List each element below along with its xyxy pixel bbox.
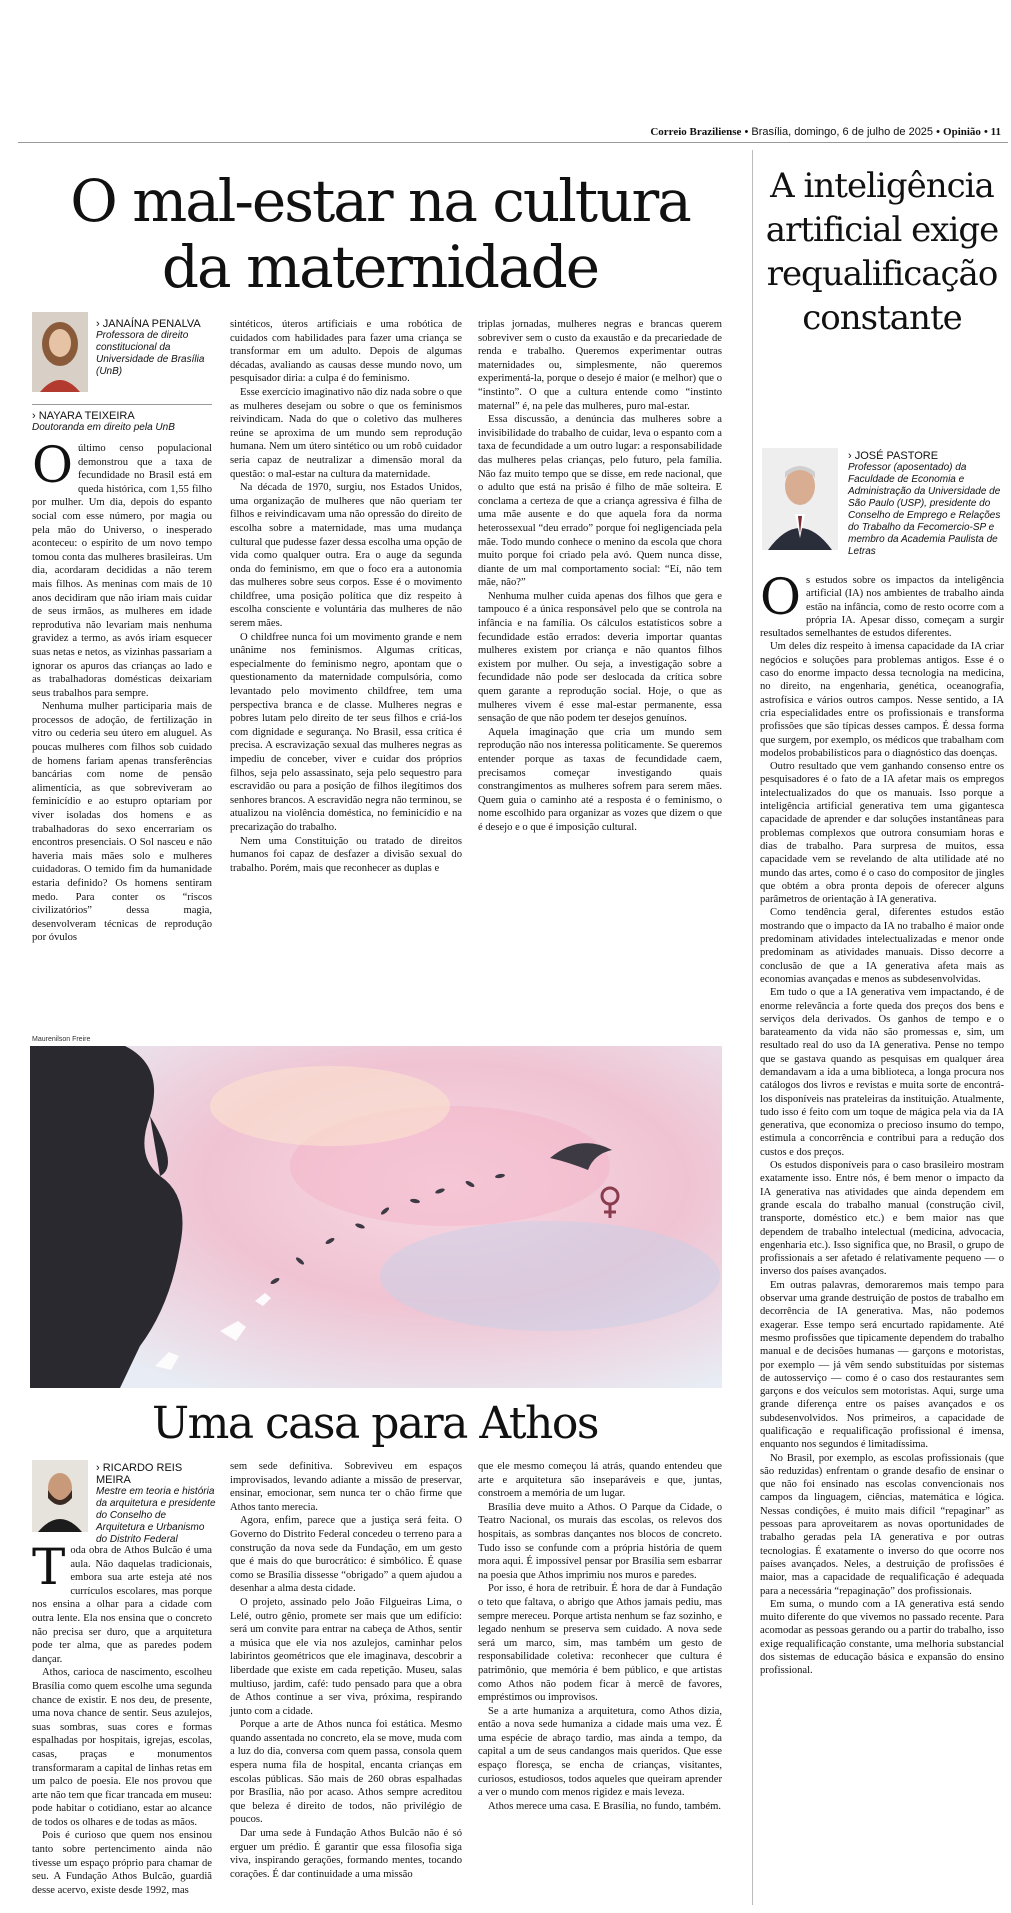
paragraph: O projeto, assinado pelo João Filgueiras Lima, o Lelé, outro gênio, promete ser mais que um edifício: será um convite para entrar na cabeça de Athos, sentir a música que ele via nos azulejos, caminhar pelos labirintos geométricos que ele imaginava, descobrir a liberdade que existe em cada repetição. Museu, salas multiuso, jardim, café: tudo pensado para que a obra de Athos continue a ser viva, próxima, respirando junto com a cidade. bbox=[230, 1596, 462, 1717]
drop-cap: T bbox=[32, 1538, 66, 1596]
author-photo-janaina bbox=[32, 312, 88, 392]
paragraph: Pois é curioso que quem nos ensinou tanto sobre pertencimento ainda não tivesse um espaço próprio para chamar de seu. A Fundação Athos Bulcão, guardiã desse acervo, existe desde 1992, mas bbox=[32, 1830, 212, 1896]
paragraph: Essa discussão, a denúncia das mulheres sobre a invisibilidade do trabalho de cuidar, leva o espanto com a taxa de fecundidade a um outro lugar: a responsabilidade das mulheres pelas crianças, pelo futuro, pela família. Não faz muito tempo que se disse, em rede nacional, que o adulto que está na prisão é filho de mãe solteira. E conclama a certeza de que a criança agressiva é filha de uma mãe ausente e do que aquela fora da norma heterossexual “deu errado” porque foi negligenciada pela mãe. Todo mundo conhece o menino da escola que chora muito porque foi criado pela avó. Quem nunca disse, diante de um mal comportamento social: “Eí, não tem mãe, não?” bbox=[478, 414, 722, 589]
article-column-3 bbox=[478, 318, 722, 835]
author-desc: Professor (aposentado) da Faculdade de Economia e Administração da Universidade de São Paulo (USP), presidente do Conselho de Emprego e Relações do Trabalho da Fecomercio-SP e membro da Academia Paulista de Letras bbox=[848, 462, 1001, 557]
article-column-2 bbox=[230, 318, 462, 875]
author-desc: Professora de direito constitucional da Universidade de Brasília (UnB) bbox=[96, 330, 205, 377]
column-divider bbox=[752, 150, 753, 1905]
paragraph: sintéticos, úteros artificiais e uma robótica de cuidados com habilidades para fazer uma criança se transformar em um adulto. Depois de algumas décadas, avaliando as causas desse mundo novo, um pesquisador diria: a culpa é do feminismo. bbox=[230, 319, 462, 385]
author-photo-pastore bbox=[762, 448, 838, 550]
author-desc: Doutoranda em direito pela UnB bbox=[32, 422, 175, 433]
byline-janaina bbox=[96, 318, 216, 378]
byline-ricardo bbox=[96, 1462, 216, 1546]
byline-pastore bbox=[848, 450, 1008, 558]
paragraph: Agora, enfim, parece que a justiça será feita. O Governo do Distrito Federal concedeu o terreno para a construção da nova sede da Fundação, em um gesto que é mais do que burocrático: é simbólico. É quase como se Brasília dissesse “obrigado” a quem ajudou a desenhar a alma desta cidade. bbox=[230, 1515, 462, 1595]
section-name: Opinião bbox=[943, 126, 981, 138]
paragraph: s estudos sobre os impactos da inteligência artificial (IA) nos ambientes de trabalho ainda estão na infância, como de resto ocorre com a própria IA. Apesar disso, começam a surgir resultados semelhantes de estudos diferentes. bbox=[760, 575, 1004, 640]
byline-nayara bbox=[32, 410, 212, 434]
drop-cap: O bbox=[760, 568, 801, 626]
paragraph: Esse exercício imaginativo não diz nada sobre o que as mulheres desejam ou sobre o que os feminismos reivindicam. Nada do que o coletivo das mulheres reúne se aproxima de um mundo sem reprodução humana. Nem um útero sintético ou um robô cuidador seria capaz de neutralizar a dimensão moral da questão: o mal-estar na cultura da maternidade. bbox=[230, 386, 462, 480]
paragraph: Por isso, é hora de retribuir. É hora de dar à Fundação o teto que faltava, o abrigo que Athos jamais pediu, mas sempre mereceu. Porque artista nenhum se faz sozinho, e legado nenhum se preserva sem cuidado. A nova sede será um marco, sim, mas também um gesto de responsabilidade coletiva: reconhecer que cultura é patrimônio, que memória é bem público, e que artistas como Athos não podem ficar à mercê de favores, empréstimos ou improvisos. bbox=[478, 1583, 722, 1704]
paragraph: Dar uma sede à Fundação Athos Bulcão não é só erguer um prédio. É garantir que essa filosofia siga viva, inspirando gerações, formando mentes, tocando corações. É dar continuidade a uma missão bbox=[230, 1828, 462, 1880]
article-title: O mal-estar na cultura da maternidade bbox=[70, 167, 690, 301]
paragraph: No Brasil, por exemplo, as escolas profissionais (que são reduzidas) enfrentam o grande desafio de ensinar o que não foi ensinado nas escolas convencionais nos campos da linguagem, ciências, matemática e lógica. Nessas condições, é muito mais difícil “repaginar” as pessoas para aproveitarem as novas oportunidades de trabalho geradas pela IA generativa e por outras tecnologias. É exatamente o inverso do que ocorre nos países avançados. Neles, a destruição de profissões é maior, mas a capacidade de requalificação é adequada para a necessária “repaginação” dos profissionais. bbox=[760, 1452, 1004, 1597]
paper-name: Correio Braziliense bbox=[650, 126, 742, 138]
drop-cap: O bbox=[32, 436, 73, 494]
paragraph: Em tudo o que a IA generativa vem impactando, é de enorme relevância a forte queda dos preços dos bens e serviços dela derivados. Os ganhos de tempo e o barateamento da vida não são promessas e, sim, um resultado real do uso da IA generativa. Pense no tempo que se gastava quando as pesquisas em qualquer área demandavam a ida a uma biblioteca, a longa procura nos catálogos dos livros e revistas e muita sorte de encontrá-los disponíveis nas prateleiras da instituição. Atualmente, tudo isso é feito com um toque de mágica pela via da IA generativa, que economiza o precioso insumo do tempo, estimula a concorrência e contribui para a redução dos custos e dos preços. bbox=[760, 987, 1004, 1158]
paragraph: Como tendência geral, diferentes estudos estão mostrando que o impacto da IA no trabalho é maior onde predominam atividades intelectualizadas e menor onde predominam as atividades manuais. Disso decorre a conclusão de que a IA generativa afeta mais as economias avançadas e menos as subdesenvolvidas. bbox=[760, 907, 1004, 985]
paragraph: sem sede definitiva. Sobreviveu em espaços improvisados, levando adiante a missão de preservar, ensinar, emocionar, sem nunca ter o chão firme que Athos tanto merecia. bbox=[230, 1461, 462, 1513]
paragraph: Outro resultado que vem ganhando consenso entre os pesquisadores é o fato de a IA afetar mais os empregos intelectualizados do que os manuais. Isso porque a inteligência artificial generativa tem uma gigantesca capacidade de aprender e dar soluções instantâneas para problemas complexos que outrora consumiam horas e dias de trabalho. Para surpresa de muitos, essa capacidade vem se revelando de alta utilidade até no mundo das artes, como é o caso do compositor de jingles que obtém a obra pronta depois de oferecer alguns parâmetros de orientação à IA generativa. bbox=[760, 761, 1004, 906]
article-column-1 bbox=[32, 436, 212, 945]
author-name: › JANAÍNA PENALVA bbox=[96, 318, 216, 330]
page-number: • 11 bbox=[984, 126, 1001, 138]
illustration-maternity bbox=[30, 1046, 722, 1388]
athos-column-2 bbox=[230, 1460, 462, 1881]
paragraph: último censo populacional demonstrou que a taxa de fecundidade no Brasil está em queda histórica, com 1,55 filho por mulher. Um dia, depois do espanto social com esse número, por magia ou pela mão do Universo, o inesperado aconteceu: o espírito de um novo tempo tomou conta das mulheres brasileiras. Um dia, acordaram decididas a não terem mais filhos. As meninas com mais de 10 anos decidiram que não iriam mais cuidar de seus irmãos, as mulheres em idade reprodutiva não levariam mais nenhuma gravidez a termo, as avós iriam esquecer suas netas e netos, as vizinhas passariam a ignorar os apuros das crianças ao lado e as trabalhadoras domésticas deixariam seus trabalhos para sempre. bbox=[32, 443, 212, 699]
dateline: • Brasília, domingo, 6 de julho de 2025 • bbox=[744, 126, 940, 138]
paragraph: Porque a arte de Athos nunca foi estática. Mesmo quando assentada no concreto, ela se move, muda com a luz do dia, conversa com quem passa, consola quem espera numa fila de hospital, encanta crianças em escolas públicas. São mais de 260 obras espalhadas por Brasília, não por acaso. Athos sempre acreditou que beleza é direito de todos, não privilégio de poucos. bbox=[230, 1719, 462, 1826]
paragraph: que ele mesmo começou lá atrás, quando entendeu que arte e arquitetura são inseparáveis e que, juntas, constroem a memória de um lugar. bbox=[478, 1461, 722, 1500]
paragraph: Em suma, o mundo com a IA generativa está sendo muito diferente do que vivemos no passado recente. Para acomodar as pessoas gerando ou a partir do trabalho, isso exige requalificação constante, uma melhoria substancial dos sistemas de educação básica e expansão do ensino profissional. bbox=[760, 1598, 1004, 1677]
side-article-body bbox=[760, 568, 1004, 1678]
paragraph: Athos, carioca de nascimento, escolheu Brasília como quem escolhe uma segunda chance de existir. E nos deu, de presente, uma nova chance de sentir. Seus azulejos, suas sombras, suas cores e formas espalhadas por hospitais, igrejas, escolas, casas, praças e monumentos transformaram a capital de linhas retas em um palco de poesia. Ele nos provou que arte não tem que ficar trancada em museu: pode habitar o cotidiano, estar ao alcance de todos os olhares e de todas as mãos. bbox=[32, 1667, 212, 1828]
author-name: › NAYARA TEIXEIRA bbox=[32, 410, 212, 422]
athos-column-3 bbox=[478, 1460, 722, 1813]
author-name: › JOSÉ PASTORE bbox=[848, 450, 1008, 462]
paragraph: oda obra de Athos Bulcão é uma aula. Não daquelas tradicionais, embora sua arte esteja até nos currículos escolares, mas porque nos ensina a olhar para a cidade com outra lente. Ela nos ensina que o concreto não precisa ser duro, que a arquitetura pode ter alma, que as paredes podem dançar. bbox=[32, 1545, 212, 1665]
athos-title: Uma casa para Athos bbox=[152, 1398, 598, 1449]
side-article-title: A inteligência artificial exige requalificação constante bbox=[765, 166, 999, 338]
paragraph: Nem uma Constituição ou tratado de direitos humanos foi capaz de desfazer a divisão sexual do trabalho. Porém, mais que reconhecer as duplas e bbox=[230, 835, 462, 874]
byline-divider bbox=[32, 404, 212, 405]
author-desc: Mestre em teoria e história da arquitetura e presidente do Conselho de Arquitetura e Urbanismo do Distrito Federal bbox=[96, 1486, 216, 1545]
paragraph: Em outras palavras, demoraremos mais tempo para observar uma grande destruição de postos de trabalho em decorrência de IA generativa. Mas, não podemos exagerar. Esse tempo será encurtado rapidamente. Até mesmo profissões que tipicamente dependem do trabalho manual e de decisões humanas — garçons e motoristas, por exemplo — já vêm sendo substituídas por sistemas de autosserviço — como é o caso dos restaurantes sem garçons e dos veículos sem motoristas. Aqui, surge uma grande diferença entre os países avançados e os subdesenvolvidos. Nos primeiros, a capacidade de qualificação e requalificação profissional é imensa, enquanto nos segundos é limitadíssima. bbox=[760, 1279, 1004, 1451]
paragraph: O childfree nunca foi um movimento grande e nem unânime nos feminismos. Algumas críticas, especialmente do feminismo negro, apontam que o questionamento da maternidade compulsória, como levantado pelo movimento childfree, tem uma perspectiva branca e de classe. Mulheres negras e pobres lutam pelo direito de ter seus filhos e criá-los com dignidade e segurança. No Brasil, essa crítica é precisa. A escravização sexual das mulheres negras as impediu de conceber, viver e cuidar dos próprios filhos, seja pelo assassinato, seja pelo sequestro para escravidão ou para a posição de filhos ilegítimos dos senhores brancos. A escravidão negra não terminou, se atualizou na violência doméstica, no feminicídio e na precarização do trabalho. bbox=[230, 631, 462, 833]
paragraph: Aquela imaginação que cria um mundo sem reprodução não nos interessa politicamente. Se queremos entender porque as taxas de fecundidade caem, precisamos começar investigando quais constrangimentos as mulheres sofrem para serem mães. Quem guia o caminho até a resposta é o feminismo, o nome escolhido para organizar as vozes que dizem o que é desejo e o que é imposição cultural. bbox=[478, 726, 722, 833]
paragraph: Nenhuma mulher participaria mais de processos de adoção, de fertilização in vitro ou cederia seu útero em aluguel. As poucas mulheres com filhos sob cuidado de homens fariam apenas transferências bancárias com nome de pensão alimentícia, as que sobreviveram ao feminicídio e ao estupro optariam por viver isoladas dos homens e as trabalhadoras do sexo encerrariam os encontros presenciais. O Sol nasceu e não haveria mais mães solo e mulheres cuidadoras. O temido fim da humanidade estaria definido? Os homens sentiram medo. Para conter os “riscos civilizatórios” dessa magia, desenvolveram técnicas de reprodução por óvulos bbox=[32, 701, 212, 944]
author-name: › RICARDO REIS MEIRA bbox=[96, 1462, 216, 1486]
paragraph: Na década de 1970, surgiu, nos Estados Unidos, uma organização de mulheres que não queriam ter filhos e reivindicavam uma não opressão do direito de escolha sobre a maternidade, mas uma mudança cultural que pudesse fazer dessa escolha uma opção de vida como qualquer outra. Era o auge da segunda onda do feminismo, em que o foco era a autonomia das mulheres sobre seus corpos. Esse é o movimento childfree, uma posição política que diz respeito à escolha consciente e voluntária das mulheres de não serem mães. bbox=[230, 482, 462, 630]
paragraph: Se a arte humaniza a arquitetura, como Athos dizia, então a nova sede humaniza a cidade mais uma vez. É uma espécie de abraço tardio, mas ainda a tempo, da capital a um de seus candangos mais queridos. Que esse espaço floresça, se encha de crianças, visitantes, curiosos, estudiosos, todos aqueles que queiram aprender a ver o mundo com menos rigidez e mais leveza. bbox=[478, 1705, 722, 1799]
page-header bbox=[650, 126, 1001, 138]
header-rule bbox=[18, 142, 1008, 143]
paragraph: Um deles diz respeito à imensa capacidade da IA criar negócios e soluções para problemas antigos. Esse é o caso do enorme impacto dessa tecnologia na medicina, no direito, na engenharia, genética, oceanografia, astrofísica e vários outros campos. Nesse sentido, a IA cria especialidades entre os profissionais e transforma profissões que são típicas desses campos. É dessa forma que surgem, por exemplo, os médicos que trabalham com modelos probabilísticos para o diagnóstico das doenças. bbox=[760, 641, 1004, 759]
paragraph: Athos merece uma casa. E Brasília, no fundo, também. bbox=[488, 1800, 721, 1812]
paragraph: Os estudos disponíveis para o caso brasileiro mostram exatamente isso. Entre nós, é bem menor o impacto da IA generativa nas atividades que ainda dependem em grande escala do trabalho manual (construção civil, transporte, doméstico etc.) e bem maior nas que dependem de trabalho intelectual (medicina, advocacia, engenharia etc.). Isso significa que, no Brasil, o grupo de profissionais a ser afetado é relativamente pequeno — o inverso dos países avançados. bbox=[760, 1160, 1004, 1278]
paragraph: Brasília deve muito a Athos. O Parque da Cidade, o Teatro Nacional, os murais das escolas, os relevos dos hospitais, as sombras dançantes nos blocos de concreto. Tudo isso se confunde com a própria história de quem mora aqui. É impossível pensar por Brasília sem esbarrar na poesia que Athos imprimiu nos muros e paredes. bbox=[478, 1501, 722, 1581]
paragraph: triplas jornadas, mulheres negras e brancas querem sobreviver sem o custo da exaustão e da precariedade de renda e trabalho. Queremos experimentar outras maternidades ou, simplesmente, não queremos experimentá-la, porque o desejo é maior (e melhor) que o “instinto”. O que a cultura entende como “instinto maternal” é, na pele das mulheres, puro mal-estar. bbox=[478, 319, 722, 412]
paragraph: Nenhuma mulher cuida apenas dos filhos que gera e tampouco é a única responsável pelo que se controla na infância e na família. Os cálculos estatísticos sobre a fecundidade estão errados: deveria importar quantas mulheres existem por criança e não quantos filhos existem por mulher. Ou seja, a investigação sobre a fecundidade não pode ser deslocada da crítica sobre quem garante a reprodução social. Hoje, o que as mulheres vivem é esse mal-estar permanente, essa sensação de que não podem ter desejos genuínos. bbox=[478, 590, 722, 725]
photo-credit: Maurenilson Freire bbox=[32, 1036, 91, 1043]
author-photo-ricardo bbox=[32, 1460, 88, 1532]
athos-column-1 bbox=[32, 1538, 212, 1897]
